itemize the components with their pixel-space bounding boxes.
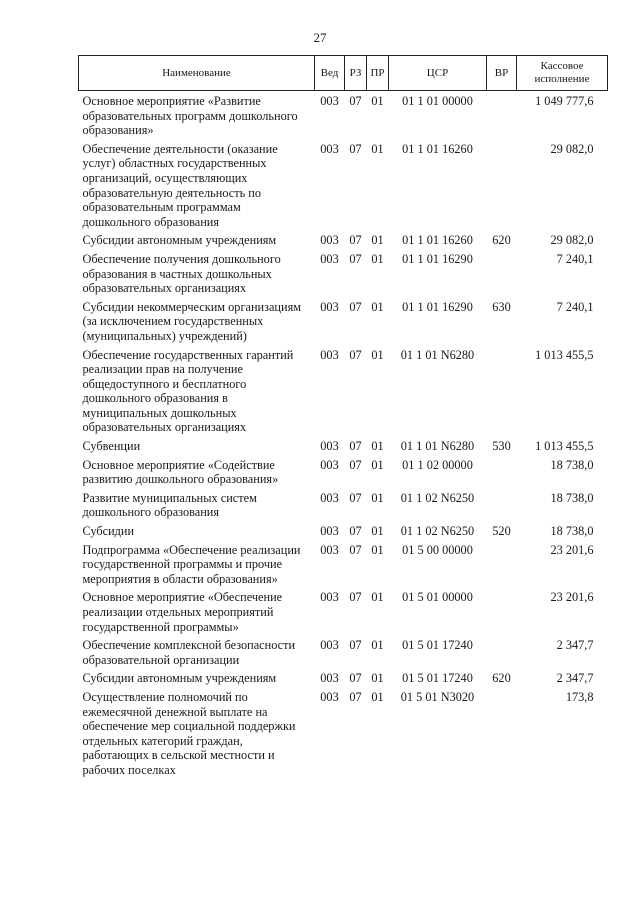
cell-amount: 2 347,7 [556, 671, 594, 686]
cell-ved: 003 [320, 299, 339, 314]
cell-rz: 07 [349, 141, 362, 156]
table-row [79, 231, 608, 250]
cell-rz: 07 [349, 299, 362, 314]
cell-rz: 07 [349, 689, 362, 704]
cell-pr: 01 [371, 233, 384, 248]
cell-ved: 003 [320, 671, 339, 686]
header-rz: РЗ [345, 56, 367, 91]
cell-rz: 07 [349, 590, 362, 605]
cell-pr: 01 [371, 689, 384, 704]
cell-rz: 07 [349, 251, 362, 266]
cell-vr [487, 489, 517, 522]
cell-pr: 01 [371, 524, 384, 539]
table-row [79, 669, 608, 688]
table-row [79, 140, 608, 232]
cell-pr: 01 [371, 590, 384, 605]
cell-pr: 01 [371, 490, 384, 505]
cell-amount: 29 082,0 [550, 233, 594, 248]
cell-vr: 620 [492, 233, 511, 248]
table-row [79, 298, 608, 346]
cell-ved: 003 [320, 638, 339, 653]
cell-pr: 01 [371, 542, 384, 557]
cell-name: Субсидии автономным учреждениям [82, 233, 277, 248]
cell-pr: 01 [371, 251, 384, 266]
cell-amount: 18 738,0 [550, 490, 594, 505]
header-pr: ПР [367, 56, 389, 91]
cell-amount: 2 347,7 [556, 638, 594, 653]
cell-vr: 630 [492, 299, 511, 314]
cell-name: Развитие муниципальных систем дошкольного образования [82, 490, 257, 520]
cell-ved: 003 [320, 347, 339, 362]
table-row [79, 346, 608, 438]
cell-rz: 07 [349, 439, 362, 454]
cell-pr: 01 [371, 141, 384, 156]
cell-pr: 01 [371, 671, 384, 686]
cell-vr [487, 140, 517, 232]
cell-rz: 07 [349, 457, 362, 472]
cell-rz: 07 [349, 542, 362, 557]
cell-csr: 01 5 01 17240 [402, 671, 473, 686]
table-row [79, 456, 608, 489]
cell-amount: 1 013 455,5 [535, 439, 594, 454]
cell-pr: 01 [371, 347, 384, 362]
cell-vr [487, 250, 517, 298]
cell-rz: 07 [349, 524, 362, 539]
cell-name: Основное мероприятие «Обеспечение реализации отдельных мероприятий государственной программы» [82, 590, 283, 634]
table-row [79, 541, 608, 589]
cell-ved: 003 [320, 233, 339, 248]
cell-rz: 07 [349, 490, 362, 505]
table-row [79, 437, 608, 456]
table-row [79, 489, 608, 522]
table-row [79, 636, 608, 669]
cell-vr [487, 588, 517, 636]
cell-rz: 07 [349, 671, 362, 686]
page-number: 27 [313, 30, 327, 45]
cell-rz: 07 [349, 233, 362, 248]
cell-ved: 003 [320, 524, 339, 539]
cell-csr: 01 1 01 N6280 [400, 347, 475, 362]
cell-name: Основное мероприятие «Содействие развитию дошкольного образования» [82, 457, 279, 487]
table-row [79, 250, 608, 298]
cell-name: Обеспечение деятельности (оказание услуг) областных государственных организаций, осуществляющих образовательную деятельность по образовательным программам дошкольного образования [82, 141, 278, 229]
cell-vr [487, 636, 517, 669]
cell-csr: 01 1 02 00000 [402, 457, 473, 472]
table-header-row [79, 56, 608, 91]
cell-vr [487, 688, 517, 780]
cell-name: Осуществление полномочий по ежемесячной денежной выплате на обеспечение мер социальной поддержки отдельных категорий граждан, работающих в сельской местности и рабочих поселках [82, 689, 296, 777]
cell-name: Обеспечение комплексной безопасности образовательной организации [82, 638, 296, 667]
cell-name: Основное мероприятие «Развитие образовательных программ дошкольного образования» [82, 94, 298, 138]
cell-name: Субсидии [82, 524, 135, 539]
cell-pr: 01 [371, 439, 384, 454]
cell-amount: 1 049 777,6 [535, 94, 594, 108]
table-row [79, 588, 608, 636]
cell-name: Субсидии автономным учреждениям [82, 671, 277, 686]
table-row [79, 522, 608, 541]
cell-ved: 003 [320, 457, 339, 472]
budget-table [78, 55, 608, 780]
cell-csr: 01 1 01 16260 [402, 233, 473, 248]
cell-pr: 01 [371, 638, 384, 653]
cell-vr: 520 [492, 524, 511, 539]
cell-rz: 07 [349, 94, 362, 108]
cell-csr: 01 5 01 00000 [402, 590, 473, 605]
cell-csr: 01 5 01 N3020 [400, 689, 475, 704]
cell-csr: 01 1 01 16290 [402, 251, 473, 266]
cell-csr: 01 1 02 N6250 [400, 524, 475, 539]
cell-vr [487, 91, 517, 140]
cell-vr [487, 346, 517, 438]
cell-rz: 07 [349, 638, 362, 653]
cell-csr: 01 1 01 16260 [402, 141, 473, 156]
cell-ved: 003 [320, 439, 339, 454]
cell-name: Подпрограмма «Обеспечение реализации государственной программы и прочие мероприятия в области образования» [82, 542, 301, 586]
cell-ved: 003 [320, 251, 339, 266]
cell-name: Обеспечение получения дошкольного образования в частных дошкольных образовательных организациях [82, 251, 281, 296]
cell-ved: 003 [320, 590, 339, 605]
header-vr: ВР [487, 56, 517, 91]
cell-rz: 07 [349, 347, 362, 362]
cell-csr: 01 1 02 N6250 [400, 490, 475, 505]
cell-ved: 003 [320, 542, 339, 557]
header-amount: Кассовое исполнение [517, 56, 608, 91]
table-row [79, 688, 608, 780]
cell-amount: 18 738,0 [550, 457, 594, 472]
cell-amount: 29 082,0 [550, 141, 594, 156]
cell-name: Обеспечение государственных гарантий реализации прав на получение общедоступного и бесплатного дошкольного образования в муниципальных дошкольных образовательных организациях [82, 347, 294, 435]
cell-csr: 01 1 01 16290 [402, 299, 473, 314]
table-body [79, 91, 608, 780]
cell-vr [487, 456, 517, 489]
table-row [79, 91, 608, 140]
cell-csr: 01 5 01 17240 [402, 638, 473, 653]
cell-vr [487, 541, 517, 589]
cell-amount: 1 013 455,5 [535, 347, 594, 362]
cell-amount: 173,8 [565, 689, 594, 704]
cell-amount: 23 201,6 [550, 590, 594, 605]
cell-ved: 003 [320, 490, 339, 505]
cell-csr: 01 1 01 00000 [402, 94, 473, 108]
cell-name: Субвенции [82, 439, 141, 454]
header-csr: ЦСР [389, 56, 487, 91]
cell-ved: 003 [320, 141, 339, 156]
cell-amount: 7 240,1 [556, 251, 594, 266]
cell-amount: 7 240,1 [556, 299, 594, 314]
cell-pr: 01 [371, 457, 384, 472]
cell-csr: 01 5 00 00000 [402, 542, 473, 557]
cell-ved: 003 [320, 689, 339, 704]
header-name: Наименование [79, 56, 315, 91]
cell-name: Субсидии некоммерческим организациям (за исключением государственных (муниципальных) учреждений) [82, 299, 302, 343]
cell-pr: 01 [371, 94, 384, 108]
cell-csr: 01 1 01 N6280 [400, 439, 475, 454]
cell-pr: 01 [371, 299, 384, 314]
cell-ved: 003 [320, 94, 339, 108]
cell-vr: 530 [492, 439, 511, 454]
cell-amount: 18 738,0 [550, 524, 594, 539]
cell-amount: 23 201,6 [550, 542, 594, 557]
header-ved: Вед [315, 56, 345, 91]
cell-vr: 620 [492, 671, 511, 686]
